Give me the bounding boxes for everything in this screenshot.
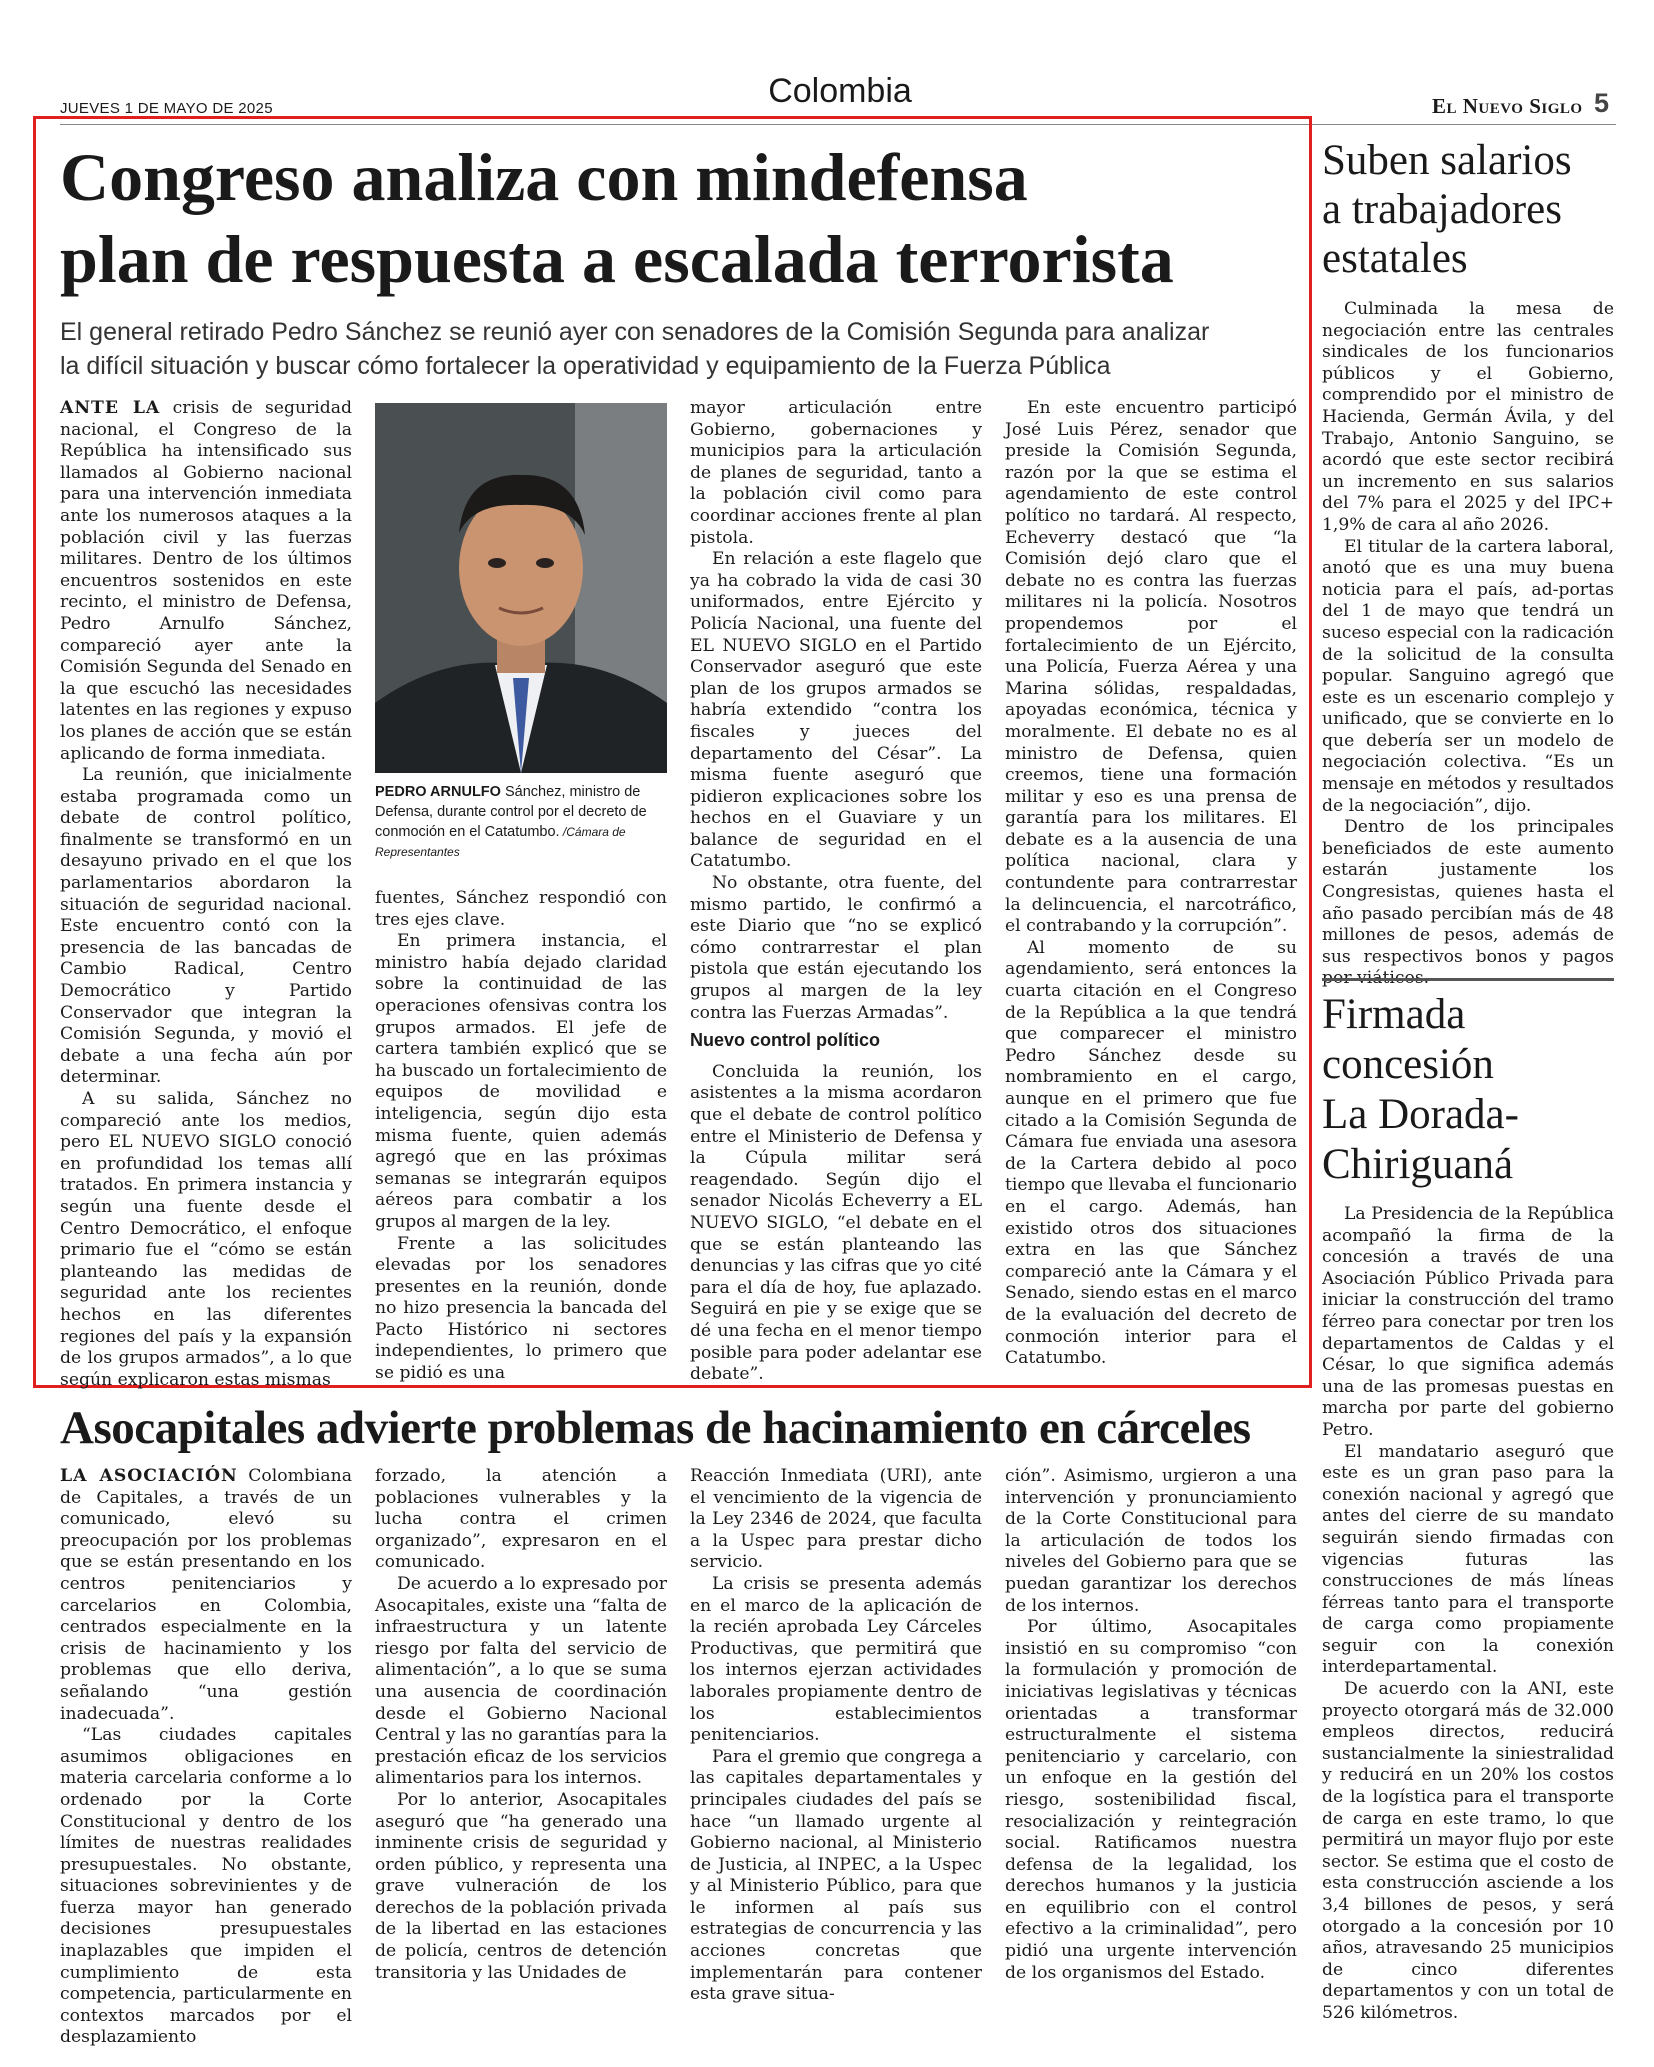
side-paragraph: La Presidencia de la República acompañó la firma de la concesión a través de una Asociación Público Privada para iniciar la construcción del tramo férreo para conectar por tren los departamentos de Caldas y el César, lo que significa además una de las promesas puestas en marcha por parte del gobierno Petro. — [1322, 1204, 1614, 1440]
main-column-3 — [690, 398, 982, 1386]
bottom-column-3 — [690, 1466, 982, 2006]
photo-credit: /Cámara de Representantes — [375, 825, 626, 859]
photo-caption: PEDRO ARNULFO Sánchez, ministro de Defensa, durante control por el decreto de conmoción en el Catatumbo. /Cámara de Representantes — [375, 784, 647, 859]
bottom-column-1 — [60, 1466, 352, 2049]
side-body-2 — [1322, 1204, 1614, 2025]
main-paragraph: ANTE LA crisis de seguridad nacional, el Congreso de la República ha intensificado sus llamados al Gobierno nacional para una intervención inmediata ante los numerosos ataques a la población civil y las fuerzas militares. Dentro de los últimos encuentros sostenidos en este recinto, el ministro de Defensa, Pedro Arnulfo Sánchez, compareció ayer ante la Comisión Segunda del Senado en la que escuchó las necesidades latentes en las regiones y expuso los planes de acción que se están aplicando de forma inmediata. — [60, 398, 353, 764]
masthead: El Nuevo Siglo — [1432, 94, 1583, 118]
side-paragraph: El mandatario aseguró que este es un gran paso para la conexión nacional y agregó que antes del cierre de su mandato seguirán siendo firmadas con vigencias futuras las construcciones de más líneas férreas tanto para el transporte de carga como propiamente seguir con la conexión interdepartamental. — [1322, 1441, 1614, 1678]
bottom-paragraph: Reacción Inmediata (URI), ante el vencimiento de la vigencia de la Ley 2346 de 2024, que faculta a la Uspec para prestar dicho servicio. — [690, 1466, 982, 1573]
main-column-2 — [375, 888, 667, 1385]
main-column-4 — [1005, 398, 1297, 1370]
main-paragraph: fuentes, Sánchez respondió con tres ejes clave. — [375, 888, 667, 930]
section-title: Colombia — [768, 72, 912, 110]
main-paragraph: Frente a las solicitudes elevadas por los senadores presentes en la reunión, donde no hizo presencia la bancada del Pacto Histórico ni sectores independientes, lo primero que se pidió es una — [375, 1233, 667, 1384]
side-headline-2: Firmada concesión La Dorada- Chiriguaná — [1322, 991, 1519, 1188]
main-paragraph: mayor articulación entre Gobierno, gobernaciones y municipios para la articulación de planes de seguridad, tanto a la población civil como para coordinar acciones frente al plan pistola. — [690, 398, 982, 548]
bottom-paragraph: Por lo anterior, Asocapitales aseguró que “ha generado una inminente crisis de seguridad y orden público, y representa una grave vulneración de los derechos de la población privada de la libertad en las estaciones de policía, centros de detención transitoria y las Unidades de — [375, 1789, 667, 1983]
side-paragraph: De acuerdo con la ANI, este proyecto otorgará más de 32.000 empleos directos, reducirá sustancialmente la siniestralidad y reducirá en un 20% los costos de la logística para el transporte de carga en este tramo, lo que permitirá un mayor flujo por este sector. Se estima que el costo de esta construcción asciende a los 3,4 billones de pesos, y será otorgado a la concesión por 10 años, atravesando 25 municipios de cinco diferentes departamentos y con un total de 526 kilómetros. — [1322, 1679, 1614, 2023]
bottom-column-4 — [1005, 1466, 1297, 1984]
bottom-paragraph: LA ASOCIACIÓN Colombiana de Capitales, a través de un comunicado, elevó su preocupación por los problemas que se están presentando en los centros penitenciarios y carcelarios en Colombia, centrados especialmente en la crisis de hacinamiento y los problemas que ello deriva, señalando “una gestión inadecuada”. — [60, 1466, 352, 1724]
bottom-headline: Asocapitales advierte problemas de hacinamiento en cárceles — [60, 1402, 1251, 1454]
main-paragraph: No obstante, otra fuente, del mismo partido, le confirmó a este Diario que “no se explicó cómo contrarrestar el plan pistola que están ejecutando los grupos al margen de la ley contra las Fuerzas Armadas”. — [690, 873, 982, 1023]
main-column-1 — [60, 398, 352, 1391]
bottom-paragraph: forzado, la atención a poblaciones vulnerables y la lucha contra el crimen organizado”, expresaron en el comunicado. — [375, 1466, 667, 1573]
bottom-paragraph: La crisis se presenta además en el marco de la aplicación de la recién aprobada Ley Cárceles Productivas, que permitirá que los internos ejerzan actividades laborales propiamente dentro de los establecimientos penitenciarios. — [690, 1573, 982, 1746]
main-subheadline-line-1: El general retirado Pedro Sánchez se reunió ayer con senadores de la Comisión Segunda para analizar — [60, 318, 1210, 346]
page-number: 5 — [1594, 88, 1610, 118]
main-paragraph: A su salida, Sánchez no compareció ante los medios, pero EL NUEVO SIGLO conoció en profundidad los temas allí tratados. En primera instancia y según una fuente desde el Centro Democrático, el enfoque primario fue el “cómo se están planteando las medidas de seguridad ante los recientes hechos en las diferentes regiones del país y la expansión de los grupos armados”, a lo que según explicaron estas mismas — [60, 1089, 352, 1390]
main-lead-in: ANTE LA — [60, 398, 161, 418]
bottom-paragraph: “Las ciudades capitales asumimos obligaciones en materia carcelaria conforme a lo ordenado por la Corte Constitucional y dentro de los límites de nuestras realidades presupuestales. No obstante, situaciones sobrevinientes y de fuerza mayor han generado decisiones presupuestales inaplazables que impiden el cumplimiento de esta competencia, particularmente en contextos marcados por el desplazamiento — [60, 1725, 352, 2048]
main-subheading: Nuevo control político — [690, 1030, 881, 1051]
main-subheadline-line-2: la difícil situación y buscar cómo fortalecer la operatividad y equipamiento de la Fuerza Pública — [60, 352, 1111, 380]
main-paragraph: En este encuentro participó José Luis Pérez, senador que preside la Comisión Segunda, razón por la que se estima el agendamiento de este control político no tardará. Al respecto, Echeverry destacó que “la Comisión dejó claro que el debate no es contra las fuerzas militares ni la policía. Nosotros propendemos por el fortalecimiento de un Ejército, una Policía, Fuerza Aérea y una Marina sólidas, respaldadas, apoyadas económica, técnica y moralmente. El debate no es al ministro de Defensa, quien creemos, tiene una formación militar y eso es una prensa de garantía para los militares. El debate es a la ausencia de una política nacional, clara y contundente para contrarrestar la delincuencia, el narcotráfico, el contrabando y la corrupción”. — [1005, 398, 1297, 937]
side-article-salaries — [1322, 136, 1614, 990]
side-paragraph: Culminada la mesa de negociación entre las centrales sindicales de los funcionarios públicos y el Gobierno, comprendido por el ministro de Hacienda, Germán Ávila, y del Trabajo, Antonio Sanguino, se acordó que este sector recibirá un incremento en sus salarios del 7% para el 2025 y del IPC+ 1,9% de cara al año 2026. — [1322, 299, 1614, 535]
side-headline-1: Suben salarios a trabajadores estatales — [1322, 137, 1572, 282]
side-body-1 — [1322, 299, 1614, 990]
main-headline-line-2: plan de respuesta a escalada terrorista — [60, 221, 1174, 297]
side-paragraph: El titular de la cartera laboral, anotó que es una muy buena noticia para el país, ad-portas del 1 de mayo que tendrá un suceso especial con la radicación de la solicitud de la consulta popular. Sanguino agregó que este es un escenario complejo y unificado, que se convierte en lo que debería ser un modelo de negociación colectiva. “Es un mensaje en métodos y resultados de la negociación”, dijo. — [1322, 536, 1614, 816]
bottom-paragraph: De acuerdo a lo expresado por Asocapitales, existe una “falta de infraestructura y un latente riesgo por falta del servicio de alimentación”, a lo que se suma una ausencia de coordinación desde el Gobierno Nacional Central y las no garantías para la prestación eficaz de los servicios alimentarios para los internos. — [375, 1573, 667, 1789]
side-article-concession — [1322, 990, 1614, 2025]
minister-photo — [375, 403, 667, 773]
sidebar-divider — [1322, 978, 1614, 981]
bottom-paragraph: Para el gremio que congrega a las capitales departamentales y principales ciudades del país se hace “un llamado urgente al Gobierno nacional, al Ministerio de Justicia, al INPEC, a la Uspec y al Ministerio Público, para que le informen al país sus estrategias de concurrencia y las acciones concretas que implementarán para contener esta grave situa- — [690, 1746, 982, 2005]
main-paragraph: En relación a este flagelo que ya ha cobrado la vida de casi 30 uniformados, entre Ejército y Policía Nacional, una fuente del EL NUEVO SIGLO en el Partido Conservador aseguró que este plan de los grupos armados se habría extendido “contra los fiscales y jueces del departamento del César”. La misma fuente aseguró que pidieron explicaciones sobre los hechos en el Guaviare y un balance de seguridad en el Catatumbo. — [690, 549, 982, 872]
caption-lead: PEDRO ARNULFO — [375, 784, 501, 800]
bottom-paragraph: Por último, Asocapitales insistió en su compromiso “con la formulación y promoción de iniciativas legislativas y técnicas orientadas a transformar estructuralmente el sistema penitenciario y carcelario, con un enfoque en la gestión del riesgo, sostenibilidad fiscal, resocialización y reintegración social. Ratificamos nuestra defensa de la legalidad, los derechos humanos y la justicia en equilibrio con el control efectivo a la criminalidad”, pero pidió una urgente intervención de los organismos del Estado. — [1005, 1617, 1297, 1983]
main-paragraph: Concluida la reunión, los asistentes a la misma acordaron que el debate de control político entre el Ministerio de Defensa y la Cúpula militar será reagendado. Según dijo el senador Nicolás Echeverry a EL NUEVO SIGLO, “el debate en el que se están planteando las denuncias y las cifras que yo cité para el día de hoy, fue aplazado. Seguirá en pie y se exige que se dé una fecha en el menor tiempo posible para poder adelantar ese debate”. — [690, 1061, 982, 1385]
main-headline-line-1: Congreso analiza con mindefensa — [60, 139, 1028, 215]
main-paragraph: Al momento de su agendamiento, será entonces la cuarta citación en el Congreso de la República a la que tendrá que comparecer el ministro Pedro Sánchez desde su nombramiento en el cargo, aunque en el primero que fue citado a la Comisión Segunda de Cámara fue enviada una asesora de la Cartera debido al poco tiempo que llevaba el funcionario en el cargo. Además, han existido otros dos situaciones extra en las que Sánchez compareció ante la Cámara y el Senado, siendo estas en el marco de la evaluación del decreto de conmoción interior para el Catatumbo. — [1005, 937, 1297, 1369]
bottom-lead-in: LA ASOCIACIÓN — [60, 1466, 238, 1486]
bottom-column-2 — [375, 1466, 667, 1984]
main-paragraph: La reunión, que inicialmente estaba programada como un debate de control político, finalmente se transformó en un desayuno privado en el que los parlamentarios abordaron la situación de seguridad nacional. Este encuentro contó con la presencia de las bancadas de Cambio Radical, Centro Democrático y Partido Conservador que integran la Comisión Segunda, y movió el debate a una fecha aún por determinar. — [60, 765, 352, 1088]
bottom-paragraph: ción”. Asimismo, urgieron a una intervención y pronunciamiento de la Corte Constitucional para la articulación de todos los niveles del Gobierno para que se puedan garantizar los derechos de los internos. — [1005, 1466, 1297, 1616]
side-paragraph: Dentro de los principales beneficiados de este aumento estarán justamente los Congresistas, quienes hasta el año pasado percibían más de 48 millones de pesos, además de sus respectivos bonos y pagos — [1322, 817, 1614, 967]
issue-date: JUEVES 1 DE MAYO DE 2025 — [60, 100, 273, 117]
main-paragraph: En primera instancia, el ministro había dejado claridad sobre la continuidad de las operaciones ofensivas contra los grupos armados. El jefe de cartera también explicó que se ha buscado un fortalecimiento de equipos de movilidad e inteligencia, según dijo esta misma fuente, quien además agregó que en las próximas semanas se integrarán equipos aéreos para combatir a los grupos al margen de la ley. — [375, 931, 667, 1232]
portrait-illustration — [375, 403, 667, 773]
